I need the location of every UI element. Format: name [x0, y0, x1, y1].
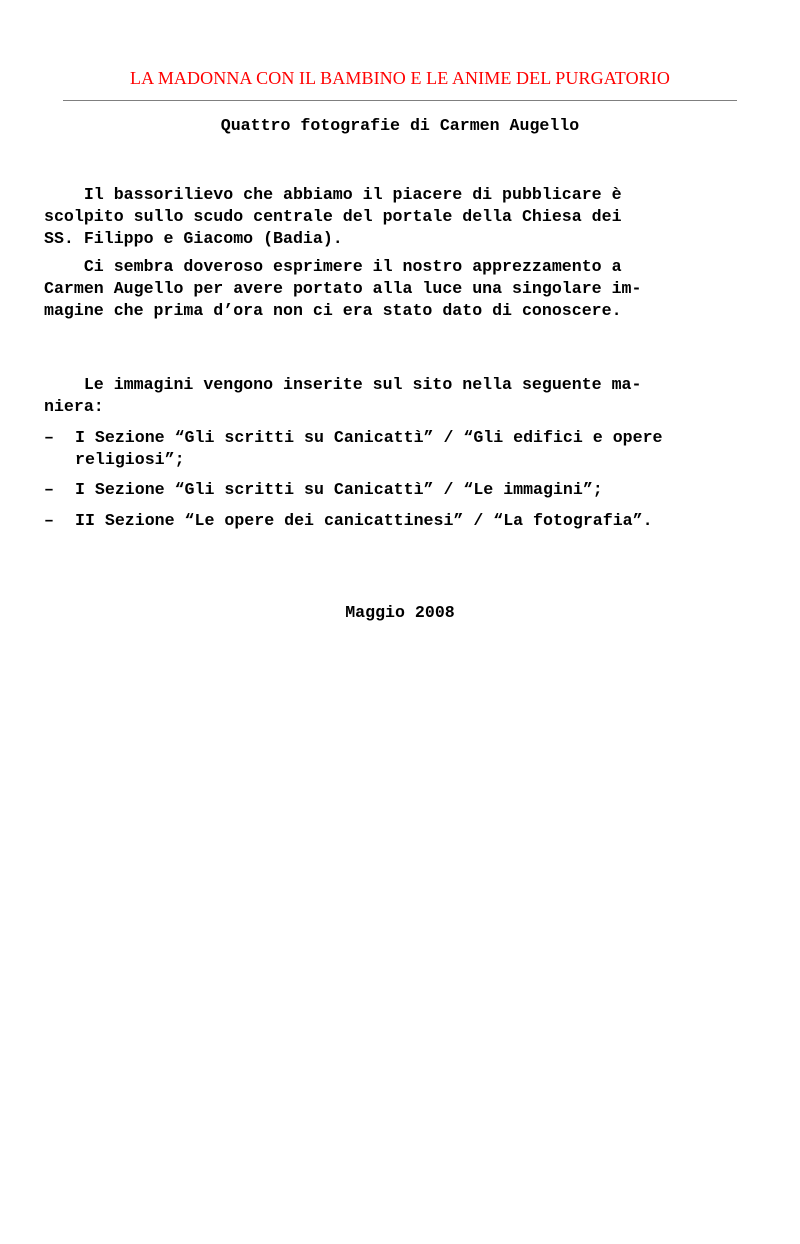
list-item-line: I Sezione “Gli scritti su Canicattì” / “Gli edifici e opere [75, 428, 663, 447]
paragraph-1-line-2: scolpito sullo scudo centrale del portale della Chiesa dei [44, 207, 622, 226]
document-date: Maggio 2008 [345, 603, 455, 622]
paragraph-3-line-2: niera: [44, 397, 104, 416]
list-bullet: – [44, 480, 54, 499]
paragraph-1-line-3: SS. Filippo e Giacomo (Badia). [44, 229, 343, 248]
paragraph-2-line-1: Ci sembra doveroso esprimere il nostro apprezzamento a [44, 257, 622, 276]
list-item [44, 479, 764, 501]
paragraph-2-line-2: Carmen Augello per avere portato alla luce una singolare im- [44, 279, 642, 298]
list-item [44, 427, 764, 471]
document-title: LA MADONNA CON IL BAMBINO E LE ANIME DEL PURGATORIO [130, 68, 670, 88]
list-bullet: – [44, 511, 54, 530]
document-subtitle: Quattro fotografie di Carmen Augello [220, 116, 580, 135]
paragraph-3-line-1: Le immagini vengono inserite sul sito nella seguente ma- [44, 375, 642, 394]
paragraph-2-line-3: magine che prima d’ora non ci era stato dato di conoscere. [44, 301, 622, 320]
list-item-line: I Sezione “Gli scritti su Canicattì” / “Le immagini”; [75, 480, 603, 499]
list-item-line: II Sezione “Le opere dei canicattinesi” / “La fotografia”. [75, 511, 653, 530]
title-divider [63, 100, 737, 101]
list-item [44, 510, 764, 532]
paragraph-1-line-1: Il bassorilievo che abbiamo il piacere di pubblicare è [44, 185, 622, 204]
list-bullet: – [44, 428, 54, 447]
list-item-line: religiosi”; [75, 450, 185, 469]
